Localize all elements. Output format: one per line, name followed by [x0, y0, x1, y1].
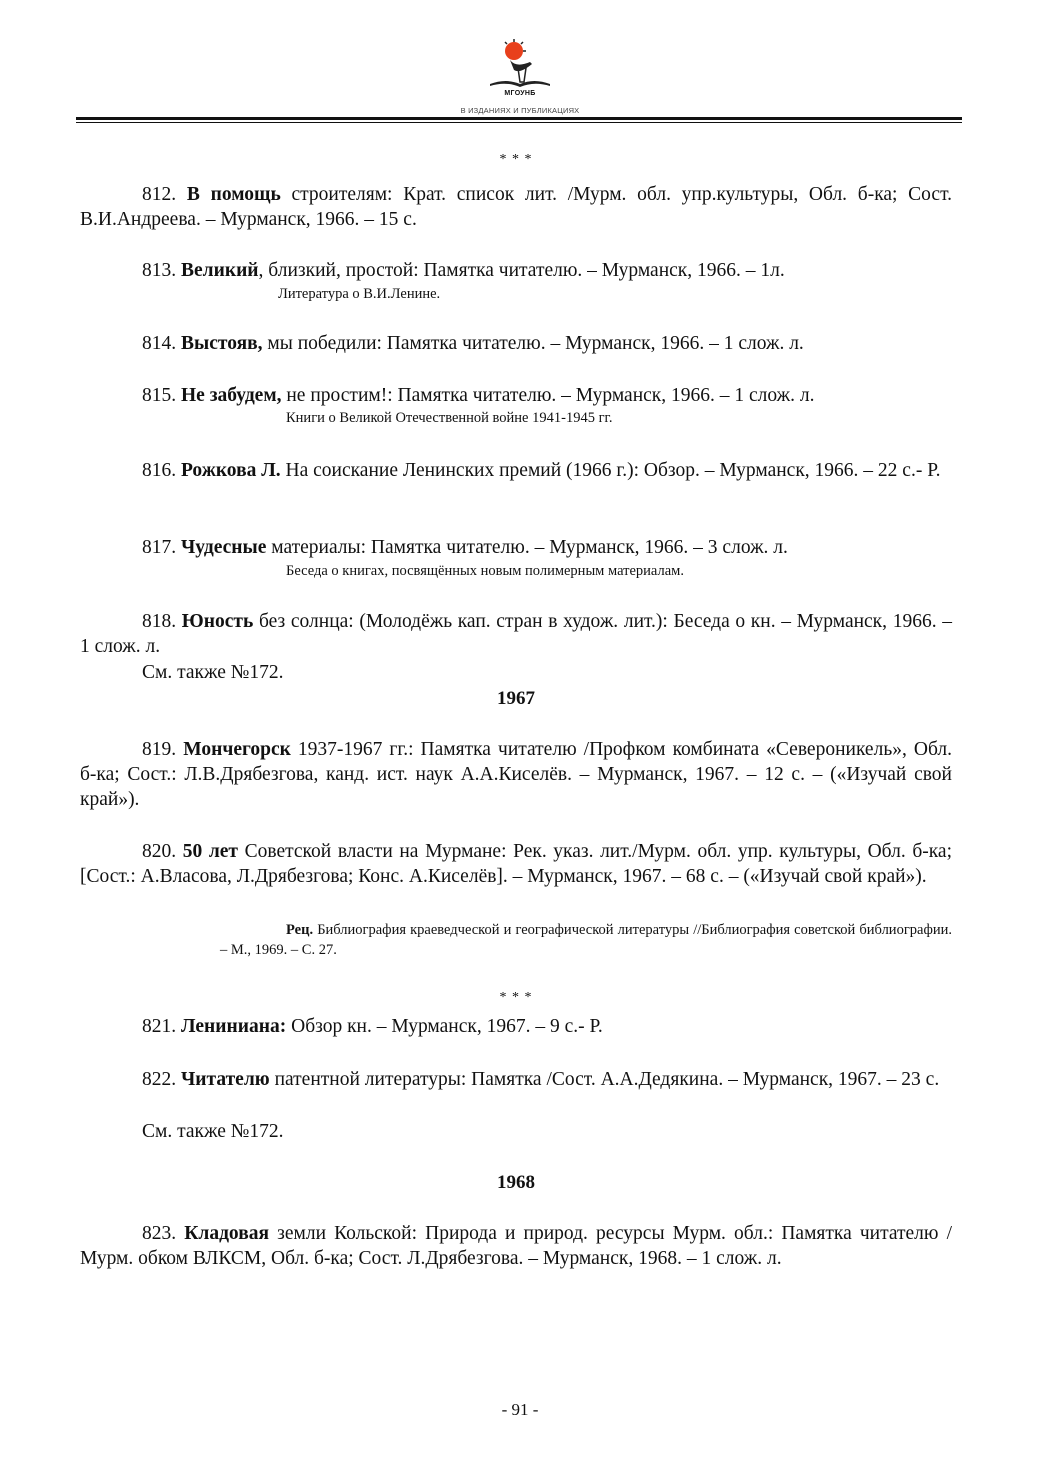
entry-number: 812.	[142, 184, 177, 205]
header-subtitle: В ИЗДАНИЯХ И ПУБЛИКАЦИЯХ	[460, 106, 580, 115]
page-header	[0, 0, 1040, 130]
entry-text: , близкий, простой: Памятка читателю. – Мурманск, 1966. – 1л.	[258, 260, 785, 281]
entry-813	[80, 258, 952, 283]
entry-number: 823.	[142, 1223, 177, 1244]
entry-annotation: Книги о Великой Отечественной войне 1941-1945 гг.	[286, 410, 613, 426]
entry-title-bold: Мончегорск	[183, 739, 291, 760]
review-note	[220, 920, 952, 960]
entry-812	[80, 182, 952, 232]
entry-817	[80, 535, 952, 560]
entry-title-bold: Выстояв,	[181, 333, 263, 354]
entry-title-bold: Читателю	[181, 1069, 270, 1090]
entry-title-bold: Чудесные	[181, 537, 267, 558]
entry-title-bold: Великий	[181, 260, 259, 281]
entry-text: строителям: Крат. список лит. /Мурм. обл. упр.культуры, Обл. б-ка; Сост. В.И.Андреева. – Мурманск, 1966. – 15 с.	[80, 184, 953, 230]
review-text: Библиография краеведческой и географической литературы //Библиография советской библиографии. – М., 1969. – С. 27.	[220, 922, 952, 958]
library-logo-icon	[480, 38, 560, 92]
entry-820	[80, 839, 952, 889]
entry-title-bold: Рожкова Л.	[181, 460, 281, 481]
entry-814	[80, 331, 952, 356]
entry-number: 817.	[142, 537, 177, 558]
entry-815	[80, 383, 952, 408]
entry-818	[80, 609, 952, 659]
entry-text: патентной литературы: Памятка /Сост. А.А.Дедякина. – Мурманск, 1967. – 23 с.	[269, 1069, 940, 1090]
entry-number: 814.	[142, 333, 177, 354]
entry-819	[80, 737, 952, 812]
entry-text: Обзор кн. – Мурманск, 1967. – 9 с.- Р.	[286, 1016, 603, 1037]
section-separator: * * *	[499, 152, 533, 167]
entry-number: 820.	[142, 841, 177, 862]
entry-number: 813.	[142, 260, 177, 281]
review-label: Рец.	[286, 922, 314, 938]
entry-title-bold: В помощь	[186, 184, 281, 205]
header-rule-thin	[76, 122, 962, 123]
entry-821	[80, 1014, 952, 1039]
entry-number: 816.	[142, 460, 177, 481]
header-rule-thick	[76, 117, 962, 120]
entry-text: без солнца: (Молодёжь кап. стран в худож. лит.): Беседа о кн. – Мурманск, 1966. – 1 слож. л.	[80, 611, 952, 657]
entry-annotation: Литература о В.И.Ленине.	[278, 286, 441, 302]
see-also-note: См. также №172.	[142, 662, 284, 683]
page-number: - 91 -	[501, 1400, 539, 1419]
entry-text: земли Кольской: Природа и природ. ресурсы Мурм. обл.: Памятка читателю /Мурм. обком ВЛКСМ, Обл. б-ка; Сост. Л.Дрябезгова. – Мурманск, 1968. – 1 слож. л.	[80, 1223, 952, 1269]
entry-title-bold: 50 лет	[182, 841, 239, 862]
entry-text: 1937-1967 гг.: Памятка читателю /Профком комбината «Североникель», Обл. б-ка; Сост.: Л.В.Дрябезгова, канд. ист. наук А.А.Киселёв. – Мурманск, 1967. – 12 с. – («Изучай свой край»).	[80, 739, 953, 810]
entry-text: материалы: Памятка читателю. – Мурманск, 1966. – 3 слож. л.	[266, 537, 788, 558]
entry-title-bold: Не забудем,	[181, 385, 282, 406]
year-heading: 1968	[497, 1172, 535, 1193]
entry-text: мы победили: Памятка читателю. – Мурманск, 1966. – 1 слож. л.	[262, 333, 804, 354]
entry-title-bold: Кладовая	[184, 1223, 270, 1244]
entry-816	[80, 458, 952, 483]
entry-number: 822.	[142, 1069, 177, 1090]
entry-number: 819.	[142, 739, 177, 760]
section-separator: * * *	[499, 990, 533, 1005]
year-heading: 1967	[497, 688, 535, 709]
entry-number: 818.	[142, 611, 177, 632]
entry-title-bold: Юность	[181, 611, 254, 632]
entry-number: 821.	[142, 1016, 177, 1037]
entry-822	[80, 1067, 952, 1092]
entry-number: 815.	[142, 385, 177, 406]
entry-823	[80, 1221, 952, 1271]
entry-text: не простим!: Памятка читателю. – Мурманск, 1966. – 1 слож. л.	[281, 385, 815, 406]
entry-text: Советской власти на Мурмане: Рек. указ. лит./Мурм. обл. упр. культуры, Обл. б-ка; [Сост.: А.Власова, Л.Дрябезгова; Конс. А.Киселёв]. – Мурманск, 1967. – 68 с. – («Изучай свой край»).	[80, 841, 952, 887]
see-also-note: См. также №172.	[142, 1121, 284, 1142]
entry-text: На соискание Ленинских премий (1966 г.): Обзор. – Мурманск, 1966. – 22 с.- Р.	[280, 460, 941, 481]
entry-title-bold: Лениниана:	[181, 1016, 287, 1037]
entry-annotation: Беседа о книгах, посвящённых новым полимерным материалам.	[286, 563, 684, 579]
logo-text: МГОУНБ	[504, 90, 536, 97]
